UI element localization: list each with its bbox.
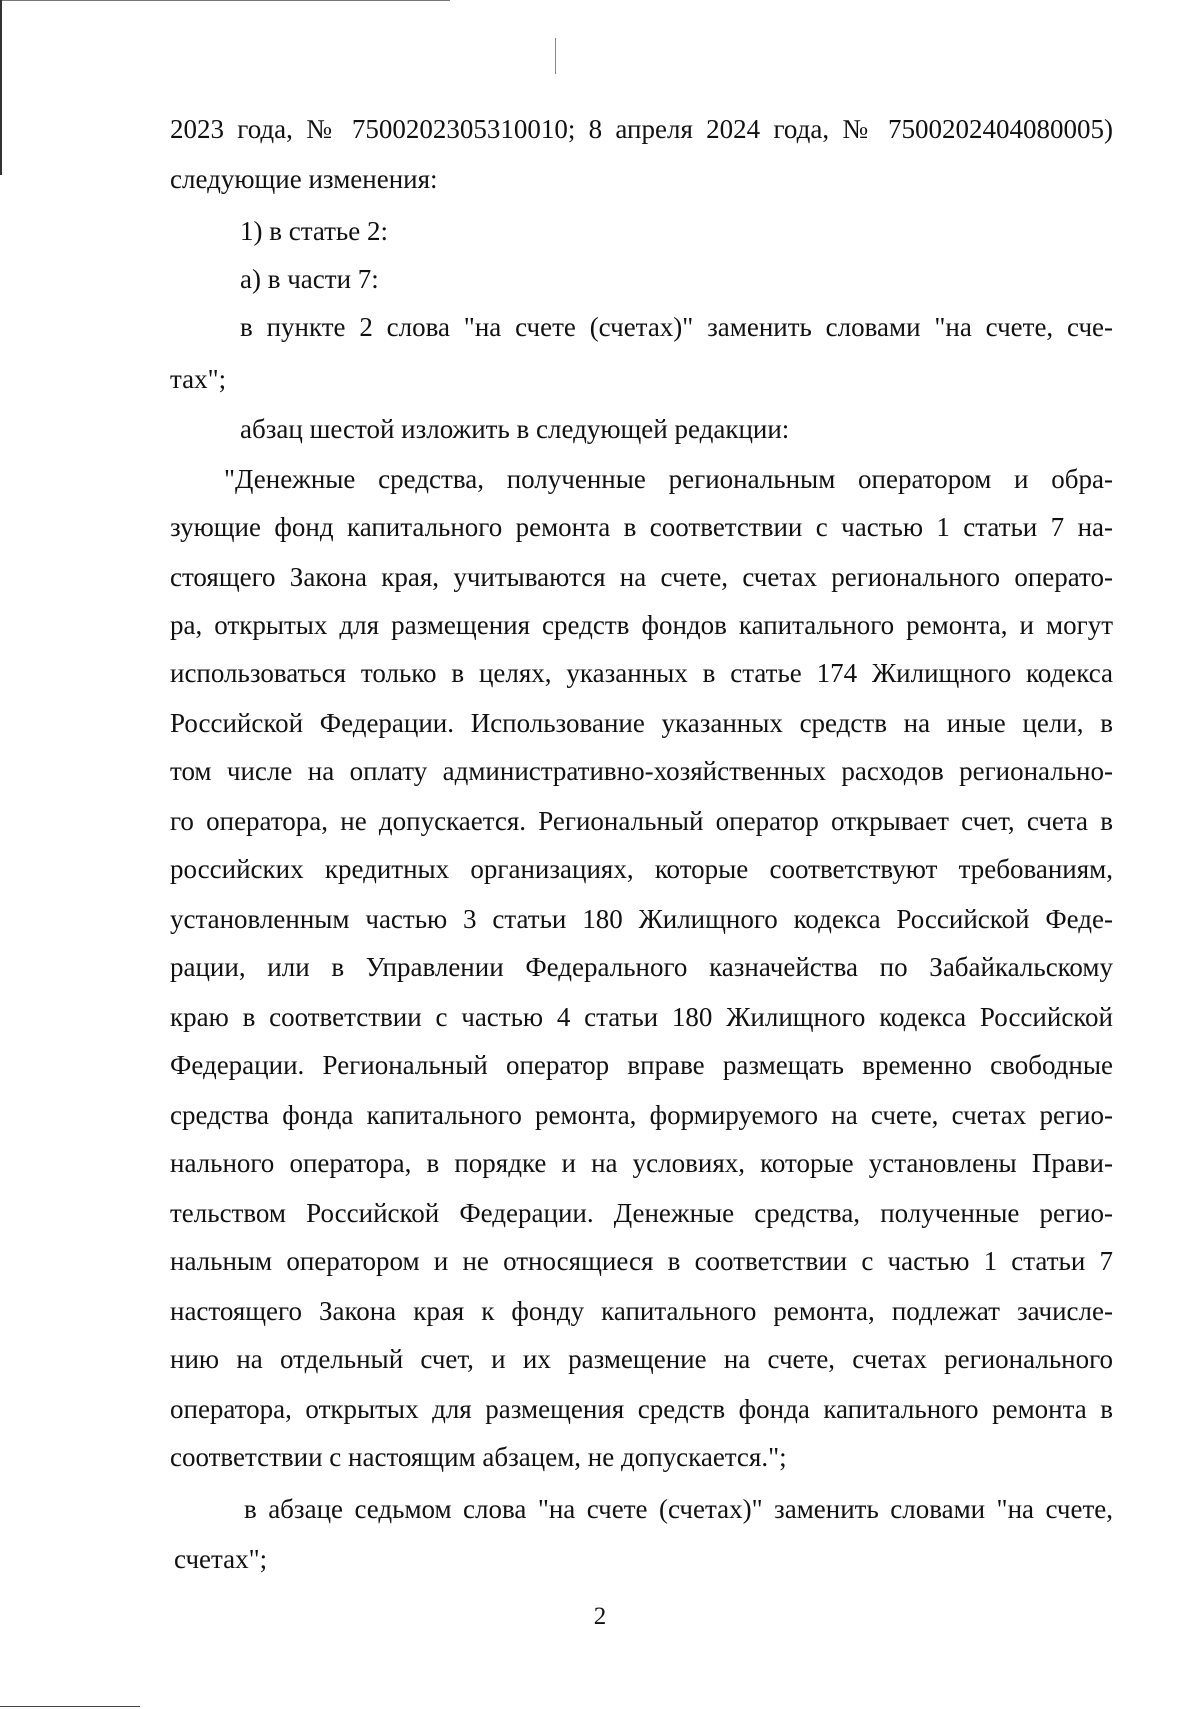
scan-artifact-left-edge [0,0,2,175]
text-line: тах"; [170,364,227,394]
text-line: установленным частью 3 статьи 180 Жилищного кодекса Российской Феде- [170,904,1113,934]
text-line: нию на отдельный счет, и их размещение на счете, счетах регионального [170,1344,1113,1374]
scan-artifact-vertical-tick [555,38,556,74]
text-line: зующие фонд капитального ремонта в соответствии с частью 1 статьи 7 на- [170,512,1113,542]
text-line: оператора, открытых для размещения средств фонда капитального ремонта в [170,1394,1113,1424]
text-line: а) в части 7: [240,264,379,294]
text-line: следующие изменения: [170,164,438,194]
page-number: 2 [593,1603,607,1630]
text-line: Федерации. Региональный оператор вправе размещать временно свободные [170,1050,1113,1080]
text-line: рации, или в Управлении Федерального казначейства по Забайкальскому [170,952,1113,982]
text-line: использоваться только в целях, указанных в статье 174 Жилищного кодекса [170,658,1113,688]
text-line: в абзаце седьмом слова "на счете (счетах)" заменить словами "на счете, [244,1494,1113,1524]
text-line: счетах"; [174,1544,268,1574]
scan-artifact-bottom-line [0,1706,140,1707]
text-line: "Денежные средства, полученные региональным оператором и обра- [224,464,1113,494]
text-line: средства фонда капитального ремонта, формируемого на счете, счетах регио- [170,1100,1113,1130]
text-line: настоящего Закона края к фонду капитального ремонта, подлежат зачисле- [170,1296,1113,1326]
text-line: абзац шестой изложить в следующей редакции: [240,414,790,444]
scan-artifact-top-line [0,0,450,1]
text-line: ра, открытых для размещения средств фондов капитального ремонта, и могут [170,610,1113,640]
text-line: нальным оператором и не относящиеся в соответствии с частью 1 статьи 7 [170,1246,1113,1276]
text-line: го оператора, не допускается. Региональный оператор открывает счет, счета в [170,806,1113,836]
text-line: краю в соответствии с частью 4 статьи 180 Жилищного кодекса Российской [170,1002,1113,1032]
text-line: тельством Российской Федерации. Денежные средства, полученные регио- [170,1198,1113,1228]
text-line: том числе на оплату административно-хозяйственных расходов регионально- [170,756,1113,786]
text-line: Российской Федерации. Использование указанных средств на иные цели, в [170,708,1113,738]
text-line: нального оператора, в порядке и на условиях, которые установлены Прави- [170,1148,1113,1178]
text-line: 1) в статье 2: [240,216,388,246]
text-line: в пункте 2 слова "на счете (счетах)" заменить словами "на счете, сче- [240,312,1113,342]
text-line: российских кредитных организациях, которые соответствуют требованиям, [170,854,1113,884]
text-line: 2023 года, № 7500202305310010; 8 апреля 2024 года, № 7500202404080005) [170,114,1113,144]
text-line: соответствии с настоящим абзацем, не допускается."; [170,1442,787,1472]
text-line: стоящего Закона края, учитываются на счете, счетах регионального операто- [170,562,1113,592]
